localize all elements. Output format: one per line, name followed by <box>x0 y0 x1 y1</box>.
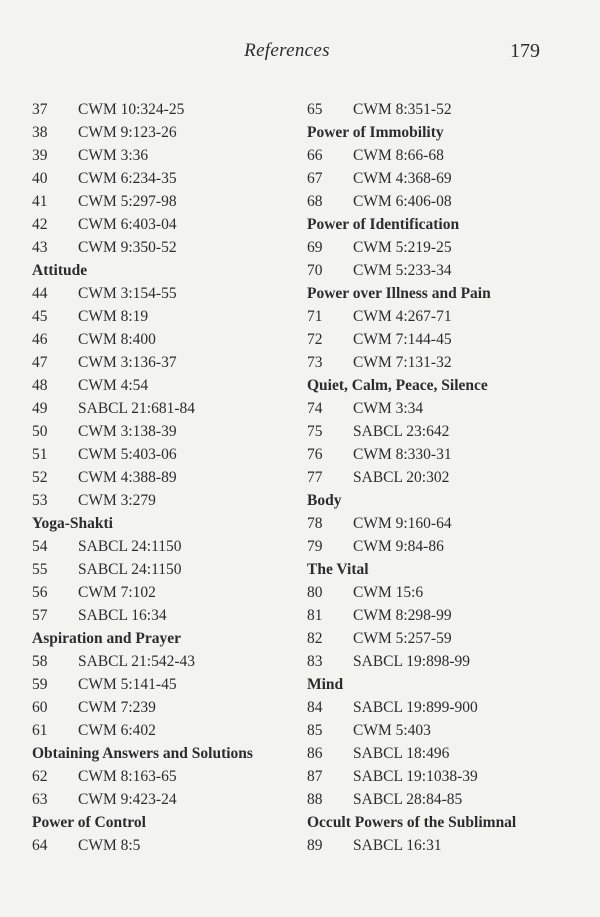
reference-entry <box>307 650 577 673</box>
entry-number: 51 <box>32 446 48 463</box>
entry-citation: CWM 5:403-06 <box>78 446 177 463</box>
reference-entry <box>32 466 302 489</box>
entry-number: 47 <box>32 354 48 371</box>
reference-entry <box>32 236 302 259</box>
entry-number: 73 <box>307 354 323 371</box>
entry-citation: SABCL 21:542-43 <box>78 653 195 670</box>
reference-entry <box>32 121 302 144</box>
entry-number: 64 <box>32 837 48 854</box>
reference-entry <box>307 742 577 765</box>
entry-citation: CWM 7:144-45 <box>353 331 452 348</box>
entry-number: 56 <box>32 584 48 601</box>
entry-number: 74 <box>307 400 323 417</box>
reference-entry <box>32 420 302 443</box>
entry-citation: CWM 8:66-68 <box>353 147 444 164</box>
entry-number: 83 <box>307 653 323 670</box>
entry-citation: CWM 9:123-26 <box>78 124 177 141</box>
entry-number: 75 <box>307 423 323 440</box>
reference-entry <box>307 98 577 121</box>
entry-citation: CWM 15:6 <box>353 584 424 601</box>
section-heading: Power of Control <box>32 814 146 831</box>
entry-number: 89 <box>307 837 323 854</box>
section-heading: Attitude <box>32 262 88 279</box>
reference-entry <box>32 834 302 857</box>
entry-citation: SABCL 24:1150 <box>78 561 182 578</box>
entry-citation: CWM 6:402 <box>78 722 156 739</box>
entry-citation: CWM 7:239 <box>78 699 156 716</box>
reference-entry <box>307 512 577 535</box>
reference-entry <box>32 696 302 719</box>
section-heading: Body <box>307 492 342 509</box>
reference-entry <box>307 627 577 650</box>
entry-number: 50 <box>32 423 48 440</box>
entry-citation: CWM 3:154-55 <box>78 285 177 302</box>
entry-number: 39 <box>32 147 48 164</box>
entry-citation: SABCL 28:84-85 <box>353 791 463 808</box>
entry-number: 67 <box>307 170 323 187</box>
entry-number: 45 <box>32 308 48 325</box>
entry-citation: CWM 4:368-69 <box>353 170 452 187</box>
reference-entry <box>32 604 302 627</box>
entry-citation: CWM 8:330-31 <box>353 446 452 463</box>
entry-number: 71 <box>307 308 323 325</box>
reference-entry <box>307 466 577 489</box>
entry-number: 70 <box>307 262 323 279</box>
section-heading: Power over Illness and Pain <box>307 285 491 302</box>
entry-citation: SABCL 16:31 <box>353 837 442 854</box>
entry-citation: SABCL 24:1150 <box>78 538 182 555</box>
entry-citation: SABCL 20:302 <box>353 469 450 486</box>
entry-number: 65 <box>307 101 323 118</box>
entry-number: 43 <box>32 239 48 256</box>
entry-citation: CWM 9:84-86 <box>353 538 444 555</box>
entry-citation: CWM 4:267-71 <box>353 308 452 325</box>
entry-citation: CWM 7:102 <box>78 584 156 601</box>
entry-number: 87 <box>307 768 323 785</box>
entry-citation: CWM 9:160-64 <box>353 515 452 532</box>
entry-number: 77 <box>307 469 323 486</box>
entry-citation: CWM 5:141-45 <box>78 676 177 693</box>
reference-entry <box>32 190 302 213</box>
reference-entry <box>307 190 577 213</box>
entry-number: 42 <box>32 216 48 233</box>
entry-citation: SABCL 19:899-900 <box>353 699 478 716</box>
entry-number: 52 <box>32 469 48 486</box>
entry-number: 37 <box>32 101 48 118</box>
entry-number: 86 <box>307 745 323 762</box>
section-heading: Yoga-Shakti <box>32 515 113 532</box>
entry-citation: CWM 8:5 <box>78 837 141 854</box>
reference-entry <box>32 374 302 397</box>
entry-citation: SABCL 23:642 <box>353 423 450 440</box>
entry-number: 38 <box>32 124 48 141</box>
reference-entry <box>32 788 302 811</box>
reference-entry <box>307 788 577 811</box>
reference-entry <box>307 167 577 190</box>
entry-number: 48 <box>32 377 48 394</box>
reference-entry <box>307 397 577 420</box>
reference-entry <box>32 213 302 236</box>
entry-number: 81 <box>307 607 323 624</box>
entry-number: 68 <box>307 193 323 210</box>
running-title: References <box>244 40 330 61</box>
entry-number: 82 <box>307 630 323 647</box>
entry-number: 76 <box>307 446 323 463</box>
reference-entry <box>32 765 302 788</box>
entry-citation: CWM 5:297-98 <box>78 193 177 210</box>
entry-number: 72 <box>307 331 323 348</box>
reference-entry <box>307 259 577 282</box>
entry-number: 44 <box>32 285 48 302</box>
entry-citation: SABCL 19:898-99 <box>353 653 470 670</box>
reference-entry <box>32 558 302 581</box>
reference-entry <box>32 351 302 374</box>
entry-number: 41 <box>32 193 48 210</box>
page-number: 179 <box>510 40 540 62</box>
entry-citation: CWM 6:406-08 <box>353 193 452 210</box>
entry-number: 60 <box>32 699 48 716</box>
entry-citation: SABCL 19:1038-39 <box>353 768 478 785</box>
entry-citation: CWM 5:233-34 <box>353 262 452 279</box>
entry-citation: CWM 8:163-65 <box>78 768 177 785</box>
reference-entry <box>32 581 302 604</box>
section-heading: Aspiration and Prayer <box>32 630 181 647</box>
reference-entry <box>32 328 302 351</box>
entry-citation: CWM 8:298-99 <box>353 607 452 624</box>
reference-entry <box>307 236 577 259</box>
reference-entry <box>32 650 302 673</box>
entry-citation: CWM 9:423-24 <box>78 791 177 808</box>
reference-entry <box>307 144 577 167</box>
entry-number: 80 <box>307 584 323 601</box>
entry-number: 53 <box>32 492 48 509</box>
entry-number: 46 <box>32 331 48 348</box>
entry-citation: CWM 5:403 <box>353 722 431 739</box>
reference-entry <box>32 719 302 742</box>
entry-citation: CWM 3:136-37 <box>78 354 177 371</box>
reference-entry <box>307 765 577 788</box>
reference-entry <box>32 673 302 696</box>
reference-entry <box>32 167 302 190</box>
entry-citation: CWM 5:219-25 <box>353 239 452 256</box>
entry-number: 78 <box>307 515 323 532</box>
entry-number: 88 <box>307 791 323 808</box>
entry-number: 59 <box>32 676 48 693</box>
entry-number: 69 <box>307 239 323 256</box>
reference-entry <box>32 443 302 466</box>
entry-citation: CWM 5:257-59 <box>353 630 452 647</box>
entry-number: 62 <box>32 768 48 785</box>
reference-entry <box>307 834 577 857</box>
entry-citation: SABCL 21:681-84 <box>78 400 195 417</box>
reference-entry <box>307 535 577 558</box>
entry-citation: CWM 8:351-52 <box>353 101 452 118</box>
reference-entry <box>32 282 302 305</box>
entry-citation: SABCL 18:496 <box>353 745 450 762</box>
running-head <box>0 38 600 66</box>
entry-citation: CWM 3:36 <box>78 147 149 164</box>
reference-entry <box>32 535 302 558</box>
section-heading: Occult Powers of the Sublimnal <box>307 814 517 831</box>
entry-number: 63 <box>32 791 48 808</box>
entry-citation: CWM 4:388-89 <box>78 469 177 486</box>
entry-number: 85 <box>307 722 323 739</box>
reference-entry <box>32 305 302 328</box>
reference-entry <box>32 397 302 420</box>
section-heading: Mind <box>307 676 344 693</box>
entry-citation: CWM 3:138-39 <box>78 423 177 440</box>
reference-entry <box>307 604 577 627</box>
section-heading: Quiet, Calm, Peace, Silence <box>307 377 488 394</box>
entry-citation: CWM 6:403-04 <box>78 216 177 233</box>
section-heading: Power of Identification <box>307 216 460 233</box>
section-heading: Obtaining Answers and Solutions <box>32 745 253 762</box>
reference-entry <box>307 581 577 604</box>
entry-number: 57 <box>32 607 48 624</box>
entry-number: 79 <box>307 538 323 555</box>
entry-number: 55 <box>32 561 48 578</box>
section-heading: The Vital <box>307 561 369 578</box>
entry-number: 84 <box>307 699 323 716</box>
entry-citation: CWM 8:19 <box>78 308 149 325</box>
reference-entry <box>32 98 302 121</box>
reference-entry <box>307 696 577 719</box>
reference-entry <box>32 144 302 167</box>
entry-citation: CWM 7:131-32 <box>353 354 452 371</box>
left-column <box>32 98 302 857</box>
entry-number: 54 <box>32 538 48 555</box>
entry-citation: CWM 10:324-25 <box>78 101 185 118</box>
reference-entry <box>307 719 577 742</box>
entry-citation: CWM 6:234-35 <box>78 170 177 187</box>
reference-entry <box>307 351 577 374</box>
entry-citation: SABCL 16:34 <box>78 607 167 624</box>
entry-citation: CWM 8:400 <box>78 331 156 348</box>
entry-citation: CWM 3:34 <box>353 400 424 417</box>
section-heading: Power of Immobility <box>307 124 444 141</box>
reference-entry <box>307 305 577 328</box>
entry-number: 58 <box>32 653 48 670</box>
entry-citation: CWM 3:279 <box>78 492 156 509</box>
entry-number: 61 <box>32 722 48 739</box>
reference-entry <box>307 420 577 443</box>
reference-entry <box>307 328 577 351</box>
entry-citation: CWM 4:54 <box>78 377 149 394</box>
reference-entry <box>307 443 577 466</box>
right-column <box>307 98 577 857</box>
entry-citation: CWM 9:350-52 <box>78 239 177 256</box>
entry-number: 40 <box>32 170 48 187</box>
reference-entry <box>32 489 302 512</box>
entry-number: 66 <box>307 147 323 164</box>
entry-number: 49 <box>32 400 48 417</box>
